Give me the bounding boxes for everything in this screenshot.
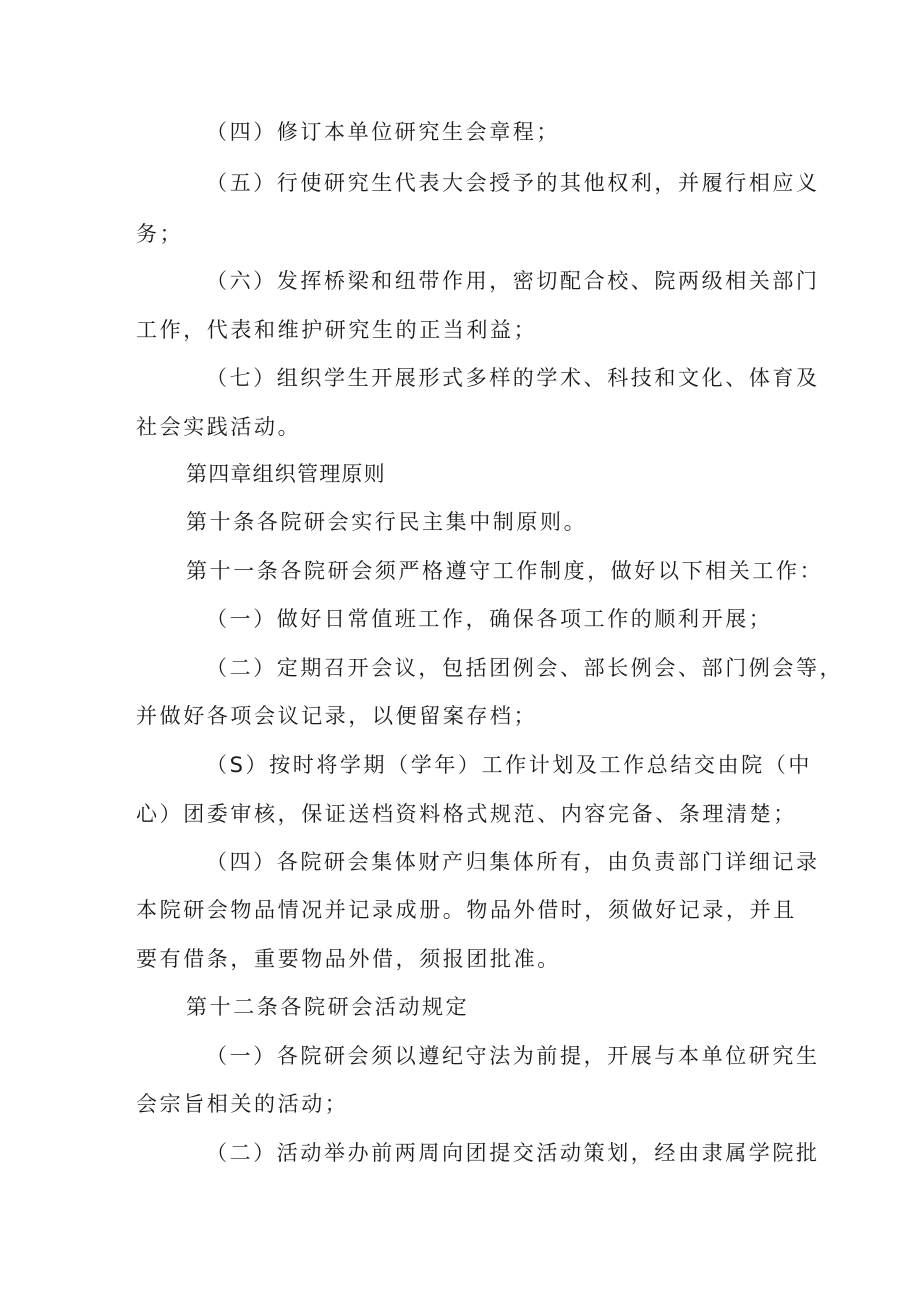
text-line: 工作，代表和维护研究生的正当利益；	[136, 318, 538, 342]
text-line: （一）各院研会须以遵纪守法为前提，开展与本单位研究生	[206, 1044, 820, 1068]
text-line: （二）活动举办前两周向团提交活动策划，经由隶属学院批	[206, 1141, 820, 1165]
text-line: （S）按时将学期（学年）工作计划及工作总结交由院（中	[206, 753, 812, 777]
text-line: （一）做好日常值班工作，确保各项工作的顺利开展；	[206, 607, 773, 631]
article-line: 第十二条各院研会活动规定	[186, 995, 470, 1019]
text-line: 要有借条，重要物品外借，须报团批准。	[136, 947, 561, 971]
text-line: （四）各院研会集体财产归集体所有，由负责部门详细记录	[206, 850, 820, 874]
text-line: （二）定期召开会议，包括团例会、部长例会、部门例会等，	[206, 656, 844, 680]
chapter-heading: 第四章组织管理原则	[186, 462, 386, 486]
text-line: 会宗旨相关的活动；	[136, 1092, 349, 1116]
text-line: （五）行使研究生代表大会授予的其他权利，并履行相应义	[206, 171, 820, 195]
article-line: 第十一条各院研会须严格遵守工作制度，做好以下相关工作：	[186, 559, 824, 583]
text-line: （四）修订本单位研究生会章程；	[206, 120, 560, 144]
text-line: 心）团委审核，保证送档资料格式规范、内容完备、条理清楚；	[136, 802, 797, 826]
text-line: 务；	[136, 222, 184, 246]
text-line: 本院研会物品情况并记录成册。物品外借时，须做好记录，并且	[136, 898, 797, 922]
text-line: （六）发挥桥梁和纽带作用，密切配合校、院两级相关部门	[206, 269, 820, 293]
text-line: 并做好各项会议记录，以便留案存档；	[136, 704, 538, 728]
text-line: （七）组织学生开展形式多样的学术、科技和文化、体育及	[206, 366, 820, 390]
article-line: 第十条各院研会实行民主集中制原则。	[186, 510, 588, 534]
text-line: 社会实践活动。	[136, 415, 302, 439]
